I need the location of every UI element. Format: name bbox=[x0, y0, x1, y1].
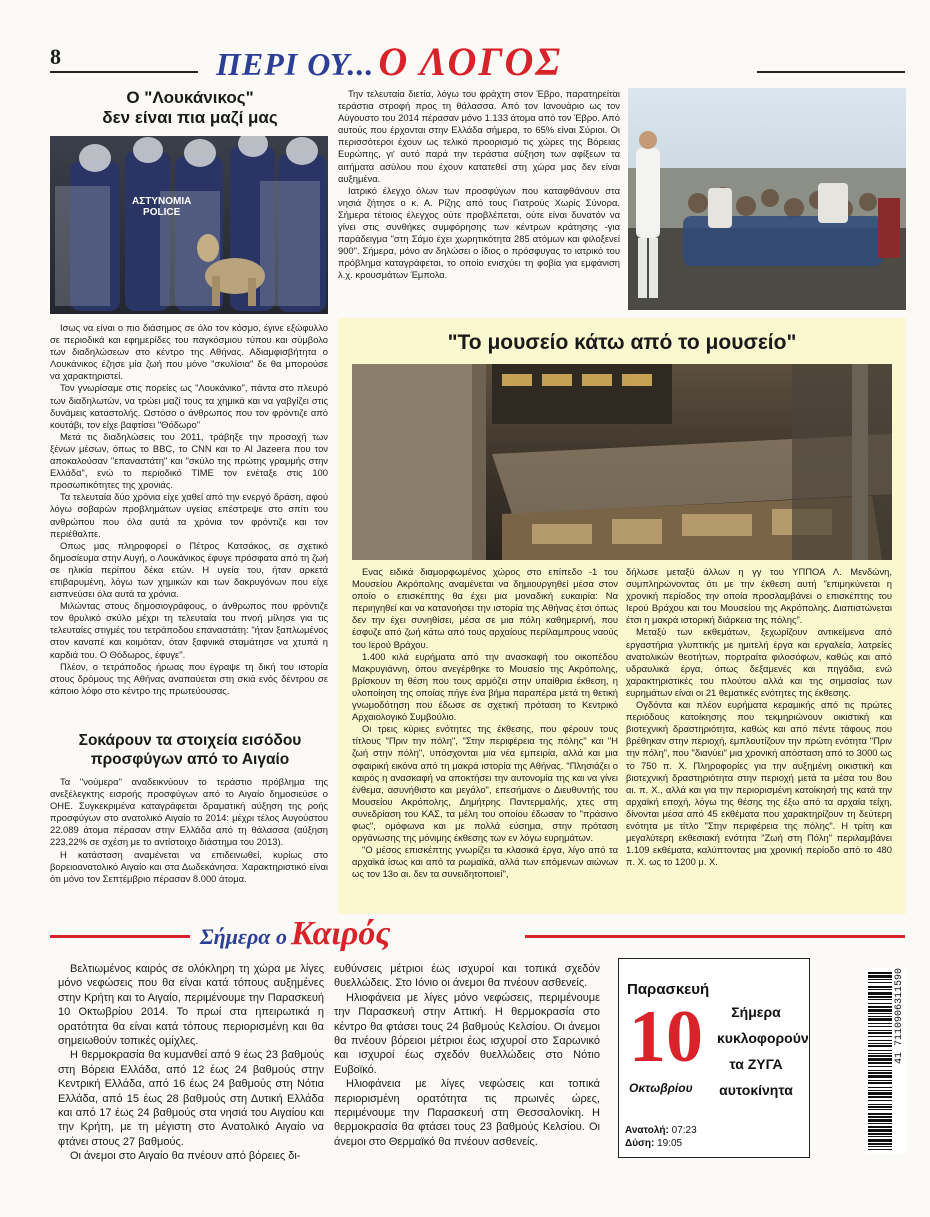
barcode-number: 41 7110906311590 bbox=[894, 968, 905, 1065]
paragraph: Τα τελευταία δύο χρόνια είχε χαθεί από την ενεργό δράση, αφού λόγω σοβαρών προβλημάτων υγείας επέστρεψε στο σπίτι του ανθρώπου που όλα αυτά τα χρόνια τον φρόντιζε και τον περιέθαλπε. bbox=[50, 491, 328, 539]
sunset-time: 19:05 bbox=[657, 1138, 683, 1149]
masthead bbox=[216, 38, 562, 85]
riot-police-dog-image bbox=[50, 136, 328, 314]
museum-excavation-image bbox=[352, 364, 892, 560]
refugees-photo bbox=[628, 88, 906, 310]
refugee-boat-image bbox=[628, 88, 906, 310]
paragraph: Η θερμοκρασία θα κυμανθεί από 9 έως 23 βαθμούς στη Βόρεια Ελλάδα, από 12 έως 24 βαθμούς στην Κεντρική Ελλάδα, από 16 έως 24 βαθμούς στη Νότια Ελλάδα, από 15 έως 28 βαθμούς στη Δυτική Ελλάδα και από 17 έως 24 βαθμούς στα νησιά του Αιγαίου και την Κρήτη, με τη μέγιστη στο Ανατολικό Αιγαίο να φτάνει στους 27 βαθμούς. bbox=[58, 1049, 324, 1148]
weather-title-simera: Σήμερα ο bbox=[200, 924, 287, 949]
loukanikos-photo bbox=[50, 136, 328, 314]
masthead-peri-ou: ΠΕΡΙ ΟΥ... bbox=[216, 46, 375, 82]
sunrise-label: Ανατολή: bbox=[625, 1125, 669, 1136]
weather-title bbox=[200, 915, 391, 953]
promo-line: κυκλοφορούν bbox=[717, 1030, 809, 1046]
promo-line: αυτοκίνητα bbox=[719, 1082, 793, 1098]
refugees-title bbox=[50, 732, 330, 769]
paragraph: Μεταξύ των εκθεμάτων, ξεχωρίζουν αντικείμενα από εργαστήρια γλυπτικής με ημιτελή έργα και εργαλεία, λατρείες ανατολικών θεοτήτων, πορτραίτα φιλοσόφων, καθώς και από υδραυλικά έργα, όπως δεξαμενές και πηγάδια, ενώ χαρακτηριστικές του πλούτου αλλά και της σημασίας των ευρημάτων είναι οι 21 θεματικές ενότητες της έκθεσης. bbox=[626, 626, 892, 698]
loukanikos-title-line2: δεν είναι πια μαζί μας bbox=[102, 108, 278, 128]
paragraph: "Ο μέσος επισκέπτης γνωρίζει τα κλασικά έργα, λίγο από τα αρχαϊκά ίσως και από τα ρωμαϊκά, αλλά των επόμενων αιώνων ως τον 13ο αι. δεν τα συνειδητοποιεί", bbox=[352, 844, 618, 880]
loukanikos-title-line1: Ο "Λουκάνικος" bbox=[126, 88, 254, 107]
paragraph: Ηλιοφάνεια με λίγες νεφώσεις και τοπικά περιορισμένη ορατότητα τις πρωινές ώρες, περιμένουμε την Παρασκευή στη Θεσσαλονίκη. Η θερμοκρασία θα φτάσει τους 23 βαθμούς Κελσίου. Οι άνεμοι στο Θερμαϊκό θα πνέουν ασθενείς. bbox=[334, 1078, 600, 1148]
page-number: 8 bbox=[50, 44, 61, 69]
sunrise bbox=[625, 1125, 697, 1136]
photo-police-label bbox=[132, 196, 191, 218]
paragraph: Ογδόντα και πλέον ευρήματα κεραμικής από τις πρώτες περιόδους κατοίκησης που τεκμηριώνουν οικιστική και βιοτεχνική δραστηριότητα, καθώς και από πέντε τάφους που βρέθηκαν στην περιοχή, εμπλουτίζουν την πρώτη ενότητα "Πριν την πόλη", που "διανύει" μια χρονική απόσταση από το 3000 ως το 750 π. Χ. Πληροφορίες για την αυξημένη οικιστική και βιοτεχνική δραστηριότητα στην περιοχή μετά τα μέσα του 8ου αι. π. Χ., αλλά και για την περιορισμένη κατοίκησή της κατά την αρχαϊκή εποχή, λόγω της θέσης της έξω από τα αρχαία τείχη, δίνονται μέσα από 45 εκθέματα που χαρακτηρίζουν τη δεύτερη ενότητα με τίτλο "Στην περιφέρεια της πόλης". Η τρίτη και μεγαλύτερη εκθεσιακή ενότητα "Ζωή στη Πόλη" περιλαμβάνει 1.109 εκθέματα, καλύπτοντας μια χρονική περίοδο από το 480 π. Χ. ως το 1200 μ. Χ. bbox=[626, 699, 892, 868]
paragraph: Οπως μας πληροφορεί ο Πέτρος Κατσάκος, σε σχετικό δημοσίευμα στην Αυγή, ο Λουκάνικος έφυγε πρόσφατα από τη ζωή σε ηλικία περίπου δέκα ετών. Η υγεία του, ήταν αρκετά επιβαρυμένη, λόγω των χημικών και των δακρυγόνων που είχε εισπνεύσει όλα αυτά τα χρόνια. bbox=[50, 539, 328, 600]
date-weekday: Παρασκευή bbox=[627, 981, 710, 998]
paragraph: Μετά τις διαδηλώσεις του 2011, τράβηξε την προσοχή των ξένων μέσων, όπως το BBC, το CNN και το Al Jazeera που τον αποκαλούσαν "επαναστάτη" και "σκύλο της πρώτης γραμμής στην Ελλάδα", ενώ το περιοδικό TIME τον ενέταξε στις 100 προσωπικότητες της χρονιάς. bbox=[50, 430, 328, 491]
paragraph: Ενας ειδικά διαμορφωμένος χώρος στο επίπεδο -1 του Μουσείου Ακρόπολης αναμένεται να δημιουργηθεί μέσα στον οποίο ο επισκέπτης θα έχει μια μοναδική ευκαιρία: Να περιηγηθεί και να κατανοήσει την ιστορία της Αθήνας έτσι όπως δεν την έχει συνηθίσει, μέσα σε μια πόλη καθημερινή, που έσφυζε από ζωή κάτω από τους αρχαίους περίλαμπρους ναούς του Ιερού Βράχου. bbox=[352, 566, 618, 650]
museum-col2 bbox=[626, 566, 892, 868]
refugees-body-left bbox=[50, 776, 328, 885]
paragraph: Η κατάσταση αναμένεται να επιδεινωθεί, κυρίως στο βορειοανατολικό Αιγαίο και στα Δωδεκάνησα. Χαρακτηριστικό είναι ότι μόνο τον Σεπτέμβριο πέρασαν 8.000 άτομα. bbox=[50, 848, 328, 884]
paragraph: Ιατρικό έλεγχο όλων των προσφύγων που καταφθάνουν στα νησιά ζήτησε ο κ. Α. Ρίζης από τους Γιατρούς Χωρίς Σύνορα. Σήμερα τέτοιος έλεγχος ούτε προβλέπεται, ούτε είναι δυνατόν να γίνει στις συνθήκες συμφόρησης των κέντρων κράτησης -για παράδειγμα "στη Σάμο έχει χωρητικότητα 285 ατόμων και φιλοξενεί 900". Σήμερα, μόνο αν δηλώσει ο ίδιος ο πρόσφυγας το ιατρικό του πρόβλημα καταγράφεται, το οποίο ενισχύει τη φοβία για εμφάνιση λ.χ. κρουσμάτων Έμπολα. bbox=[338, 184, 620, 281]
paragraph: Τον γνωρίσαμε στις πορείες ως "Λουκάνικο", πάντα στο πλευρό των διαδηλωτών, να τρώει μαζί τους τα χημικά και να γαβγίζει στις δυνάμεις καταστολής. Ωστόσο ο άνθρωπος που τον φρόντιζε από κουτάβι, τον είχε βαφτίσει "Θόδωρο" bbox=[50, 382, 328, 430]
header-rule-right bbox=[757, 71, 905, 73]
weather-rule-right bbox=[525, 935, 905, 938]
loukanikos-body bbox=[50, 322, 328, 697]
loukanikos-title bbox=[50, 88, 330, 129]
promo-line: Σήμερα bbox=[731, 1004, 781, 1020]
date-day-number: 10 bbox=[629, 996, 703, 1078]
paragraph: Τα "νούμερα" αναδεικνύουν το τεράστιο πρόβλημα της ανεξέλεγκτης εισροής προσφύγων από το Αιγαίο δημοσιεύσε ο ΟΗΕ. Συγκεκριμένα καταγράφεται δραματική αύξηση της ροής προσφύγων στο ανατολικό Αιγαίο το 2014: μέχρι τέλος Αυγούστου 22.089 άτομα πέρασαν στην Ελλάδα από τη θάλασσα (αύξηση 223,22% σε σχέση με το αντίστοιχο διάστημα του 2013). bbox=[50, 776, 328, 848]
refugees-title-line1: Σοκάρουν τα στοιχεία εισόδου bbox=[78, 732, 302, 749]
header-rule-left bbox=[50, 71, 198, 73]
promo-text bbox=[717, 999, 809, 1103]
paragraph: 1.400 κιλά ευρήματα από την ανασκαφή του οικοπέδου Μακρυγιάννη, όπου ανεγέρθηκε το Μουσείο της Ακρόπολης, βρίσκουν τη θέση που τους αρμόζει στην υπαίθρια έκθεση, η υλοποίηση της οποίας πήγε ένα βήμα παραπέρα μετά τη θετική γνωμοδότηση που έδωσε σε σχετική πρόταση το Κεντρικό Αρχαιολογικό Συμβούλιο. bbox=[352, 650, 618, 723]
sunset bbox=[625, 1138, 682, 1149]
weather-title-kairos: Καιρός bbox=[290, 915, 391, 952]
museum-title: "Το μουσείο κάτω από το μουσείο" bbox=[447, 331, 797, 354]
museum-photo bbox=[352, 364, 892, 560]
date-box bbox=[618, 958, 810, 1158]
date-month: Οκτωβρίου bbox=[629, 1081, 693, 1095]
paragraph: ευθύνσεις μέτριοι έως ισχυροί και τοπικά σχεδόν θυελλώδεις. Στο Ιόνιο οι άνεμοι θα πνέουν ασθενείς. bbox=[334, 963, 600, 990]
weather-col2 bbox=[334, 962, 600, 1149]
paragraph: Την τελευταία διετία, λόγω του φράχτη στον Έβρο, παρατηρείται τεράστια στροφή προς τη θάλασσα. Από τον Ιανουάριο ως τον Αύγουστο του 2014 πέρασαν μόνο 1.133 άτομα από τον Έβρο. Από αυτούς που έρχονται στην Ελλάδα σήμερα, το 65% είναι Σύριοι. Οι περισσότεροι έχουν ως τελικό προορισμό τις χώρες της Βόρειας Ευρώπης, γι' αυτό παρά την τεράστια αύξηση των αφίξεων τα αιτήματα ασύλου που έχουν κατατεθεί στη χώρα μας δεν είναι αυξημένα. bbox=[338, 88, 620, 184]
weather-col1 bbox=[58, 962, 324, 1164]
museum-col1 bbox=[352, 566, 618, 880]
paragraph: Βελτιωμένος καιρός σε ολόκληρη τη χώρα με λίγες μόνο νεφώσεις που θα είναι κατά τόπους αυξημένες στην Κρήτη και το Αιγαίο, περιμένουμε την Παρασκευή 10 Οκτωβρίου 2014. Το πρωί στα ηπειρωτικά η ορατότητα θα είναι κατά τόπους περιορισμένη και θα σημειωθούν τοπικές ομίχλες. bbox=[58, 963, 324, 1048]
masthead-o-logos: Ο ΛΟΓΟΣ bbox=[378, 39, 563, 84]
weather-rule-left bbox=[50, 935, 190, 938]
paragraph: Ισως να είναι ο πιο διάσημος σε όλο τον κόσμο, έγινε εξώφυλλο σε περιοδικά και εφημερίδες του παγκόσμιου τύπου και σύμβολο των διαδηλώσεων στο κέντρο της Αθήνας. Αδιαμφισβήτητα ο Λουκάνικος έζησε μία ζωή που μόνο "σκυλίσια" δε θα μπορούσε να χαρακτηριστεί. bbox=[50, 322, 328, 382]
photo-police-label-en: POLICE bbox=[143, 207, 181, 218]
photo-police-label-gr: ΑΣΤΥΝΟΜΙΑ bbox=[132, 196, 192, 207]
sunset-label: Δύση: bbox=[625, 1138, 655, 1149]
refugees-body-right bbox=[338, 88, 620, 282]
paragraph: Οι άνεμοι στο Αιγαίο θα πνέουν από βόρειες δι- bbox=[70, 1150, 301, 1163]
refugees-title-line2: προσφύγων από το Αιγαίο bbox=[90, 750, 290, 768]
promo-line: τα ΖΥΓΑ bbox=[729, 1056, 783, 1072]
sunrise-time: 07:23 bbox=[671, 1125, 697, 1136]
paragraph: Πλέον, ο τετράποδος ήρωας που έγραψε τη δική του ιστορία στους δρόμους της Αθήνας αναπαύεται στη σκιά ενός δέντρου σε κάποιο λόφο στο κέντρο της πρωτεύουσας. bbox=[50, 660, 328, 696]
paragraph: Οι τρεις κύριες ενότητες της έκθεσης, που φέρουν τους τίτλους "Πριν την πόλη", "Στην περιφέρεια της πόλης" και "Η ζωή στην πόλη", υπόσχονται μια νέα εμπειρία, αλλά και μια σφαιρική εικόνα από τη μακρά ιστορία της Αθήνας. "Πλησιάζει ο καιρός η ανασκαφή να αποκτήσει την αυτονομία της και να γίνει ένθεμα, ασυνήθιστο και μεγάλο", επεσήμανε ο Διευθυντής του Μουσείου Ακρόπολης, Δημήτρης Παντερμαλής, χτες στη συνεδρίαση του ΚΑΣ, τα μέλη του οποίου έδωσαν το "πράσινο φως", ομόφωνα και με πολλά εύσημα, στην πρόταση οργάνωσης της μόνιμης έκθεσης των εν λόγω ευρημάτων. bbox=[352, 723, 618, 844]
paragraph: Μιλώντας στους δημοσιογράφους, ο άνθρωπος που φρόντιζε τον θρυλικό σκύλο μέχρι τη τελευταία του πνοή μίλησε για τις τελευταίες στιγμές του τετράποδου επαναστάτη: "ήταν ξαπλωμένος στον καναπέ και κοιμόταν, όταν ξαφνικά σταμάτησε να χτυπά η καρδιά του. Ο Θόδωρος, έφυγε". bbox=[50, 600, 328, 660]
paragraph: δήλωσε μεταξύ άλλων η γγ του ΥΠΠΟΑ Λ. Μενδώνη, συμπληρώνοντας ότι με την έκθεση αυτή "επιμηκύνεται η χρονική περίοδος την οποία προσλαμβάνει ο επισκέπτης του Ιερού Βράχου και του Μουσείου της Ακρόπολης. Διαπιστώνεται έτσι η μακρά ιστορική διάρκεια της πόλης". bbox=[626, 566, 892, 626]
barcode bbox=[866, 968, 906, 1154]
barcode-icon bbox=[866, 968, 894, 1154]
paragraph: Ηλιοφάνεια με λίγες μόνο νεφώσεις, περιμένουμε την Παρασκευή στην Αττική. Η θερμοκρασία στο κέντρο θα φτάσει τους 24 βαθμούς Κελσίου. Οι άνεμοι θα πνέουν βόρειοι μέτριοι έως ισχυροί στο Σαρωνικό και ισχυροί έως σχεδόν θυελλώδεις στο Νότιο Ευβοϊκό. bbox=[334, 991, 600, 1076]
